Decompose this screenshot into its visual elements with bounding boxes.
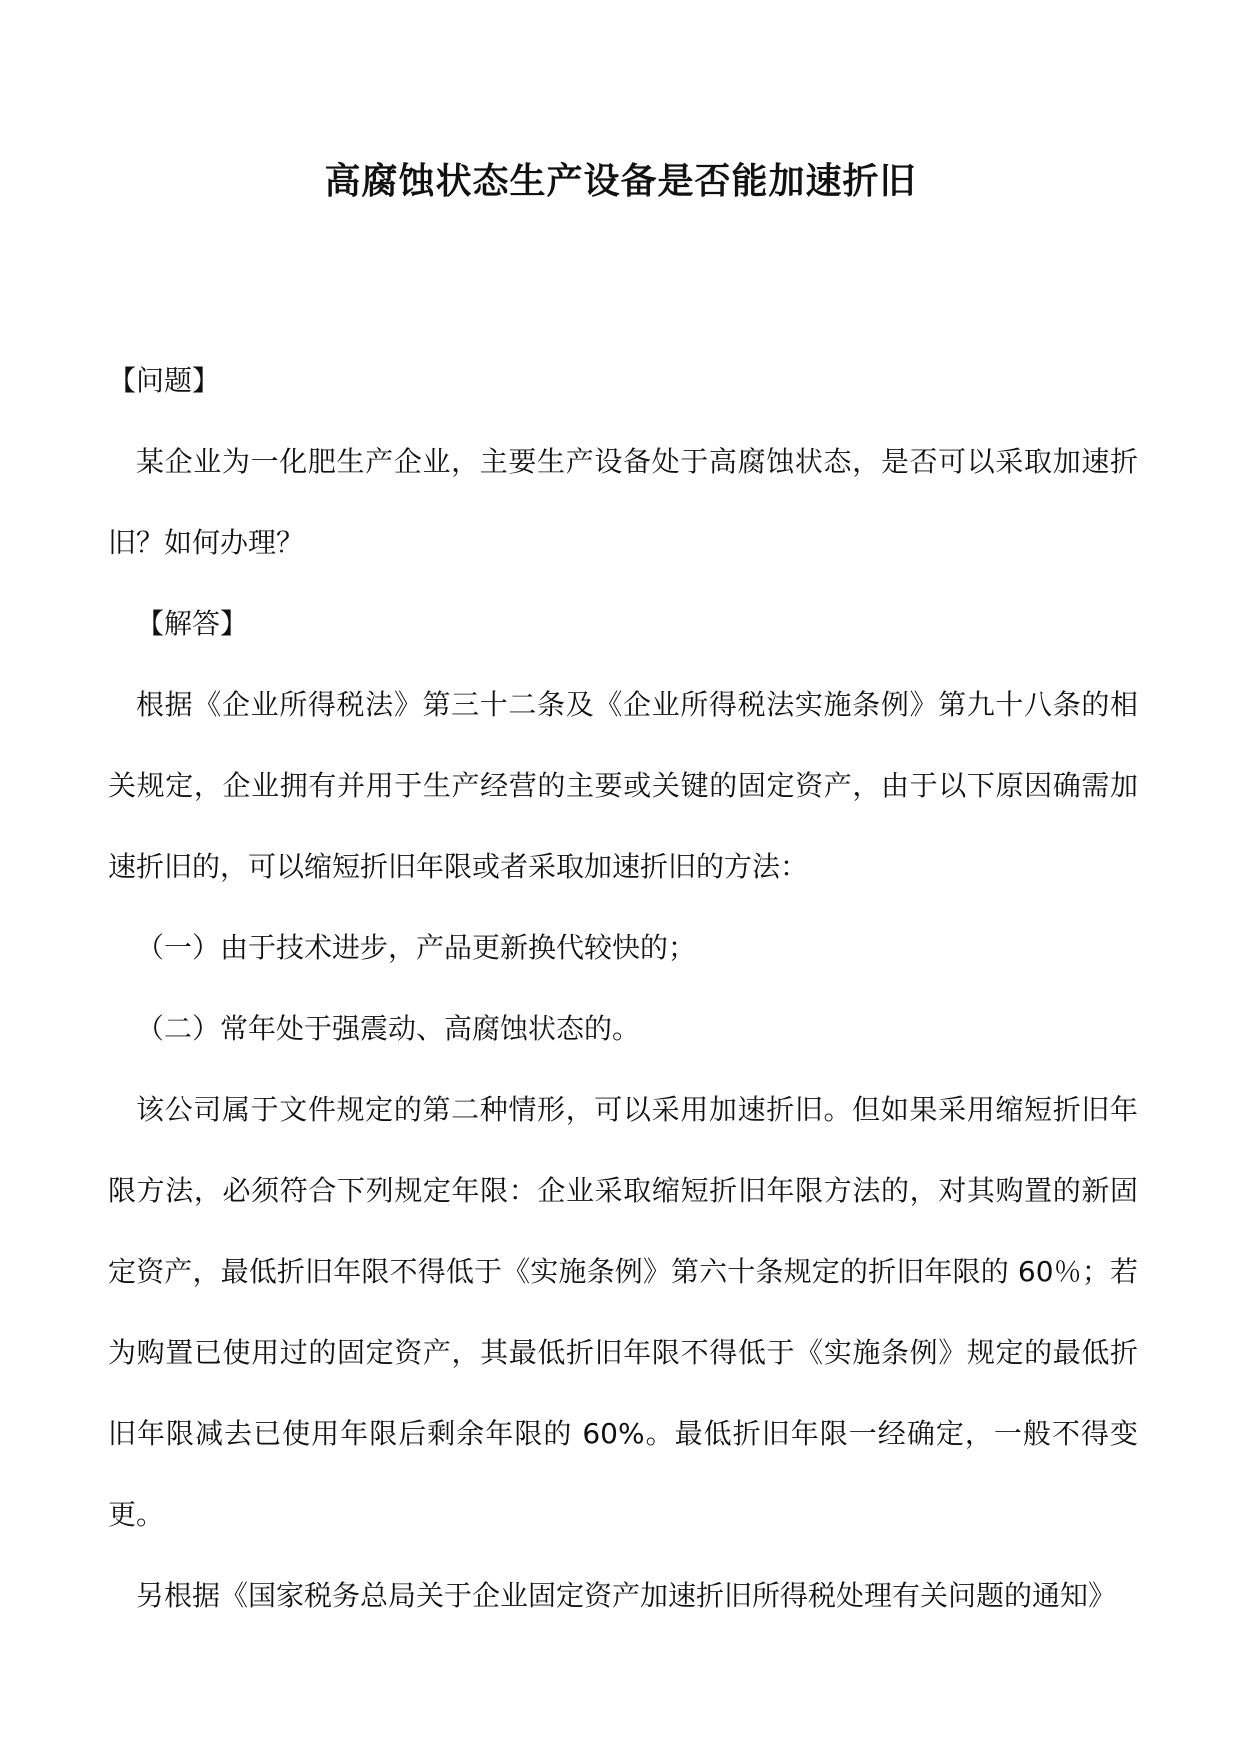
answer-paragraph-2: 该公司属于文件规定的第二种情形，可以采用加速折旧。但如果采用缩短折旧年限方法，必须符合下列规定年限：企业采取缩短折旧年限方法的，对其购置的新固定资产，最低折旧年限不得低于《实施条例》第六十条规定的折旧年限的 60％；若为购置已使用过的固定资产，其最低折旧年限不得低于《实施条例》规定的最低折旧年限减去已使用年限后剩余年限的 60%。最低折旧年限一经确定，一般不得变更。 [108,1093,1138,1531]
document-body [108,340,1138,1636]
question-label: 【问题】 [108,364,221,397]
question-text: 某企业为一化肥生产企业，主要生产设备处于高腐蚀状态，是否可以采取加速折旧？如何办理？ [108,445,1138,559]
list-item-1: （一）由于技术进步，产品更新换代较快的； [136,931,697,964]
answer-paragraph-1: 根据《企业所得税法》第三十二条及《企业所得税法实施条例》第九十八条的相关规定，企业拥有并用于生产经营的主要或关键的固定资产，由于以下原因确需加速折旧的，可以缩短折旧年限或者采取加速折旧的方法： [108,688,1138,883]
document-title: 高腐蚀状态生产设备是否能加速折旧 [324,161,917,202]
answer-paragraph-3: 另根据《国家税务总局关于企业固定资产加速折旧所得税处理有关问题的通知》 [136,1579,1117,1612]
answer-label: 【解答】 [136,607,249,640]
list-item-2: （二）常年处于强震动、高腐蚀状态的。 [136,1012,641,1045]
